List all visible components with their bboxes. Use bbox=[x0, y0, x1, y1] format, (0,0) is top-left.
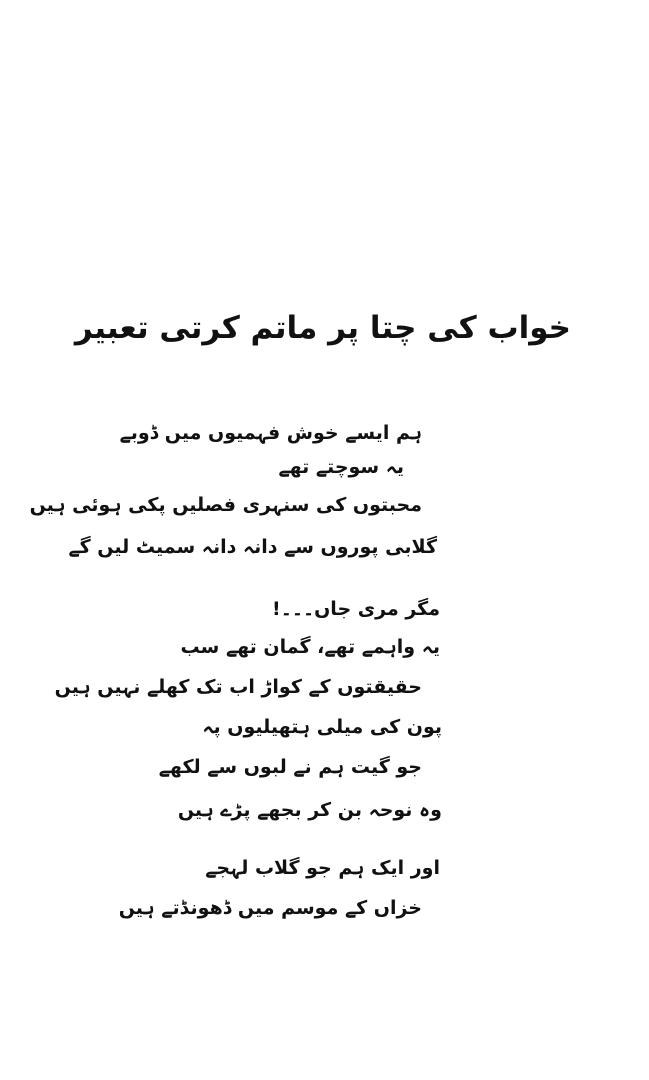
poem-line-9: جو گیت ہم نے لبوں سے لکھے bbox=[158, 756, 422, 778]
poem-line-2: یہ سوچتے تھے bbox=[278, 456, 404, 478]
poem-line-7: حقیقتوں کے کواڑ اب تک کھلے نہیں ہیں bbox=[54, 676, 422, 698]
poem-title: خواب کی چتا پر ماتم کرتی تعبیر bbox=[74, 310, 571, 346]
poem-line-10: وہ نوحہ بن کر بجھے پڑے ہیں bbox=[177, 799, 442, 821]
poem-line-3: محبتوں کی سنہری فصلیں پکی ہوئی ہیں bbox=[29, 494, 422, 516]
poem-line-1: ہم ایسے خوش فہمیوں میں ڈوبے bbox=[119, 422, 422, 444]
poem-line-4: گلابی پوروں سے دانہ دانہ سمیٹ لیں گے bbox=[68, 536, 437, 558]
poem-line-8: پون کی میلی ہتھیلیوں پہ bbox=[202, 716, 442, 738]
poem-line-6: یہ واہمے تھے، گمان تھے سب bbox=[180, 636, 440, 658]
poem-line-11: اور ایک ہم جو گلاب لہجے bbox=[205, 857, 440, 879]
poem-line-5: مگر مری جاں۔۔۔! bbox=[272, 598, 440, 620]
poem-line-12: خزاں کے موسم میں ڈھونڈتے ہیں bbox=[118, 897, 422, 919]
